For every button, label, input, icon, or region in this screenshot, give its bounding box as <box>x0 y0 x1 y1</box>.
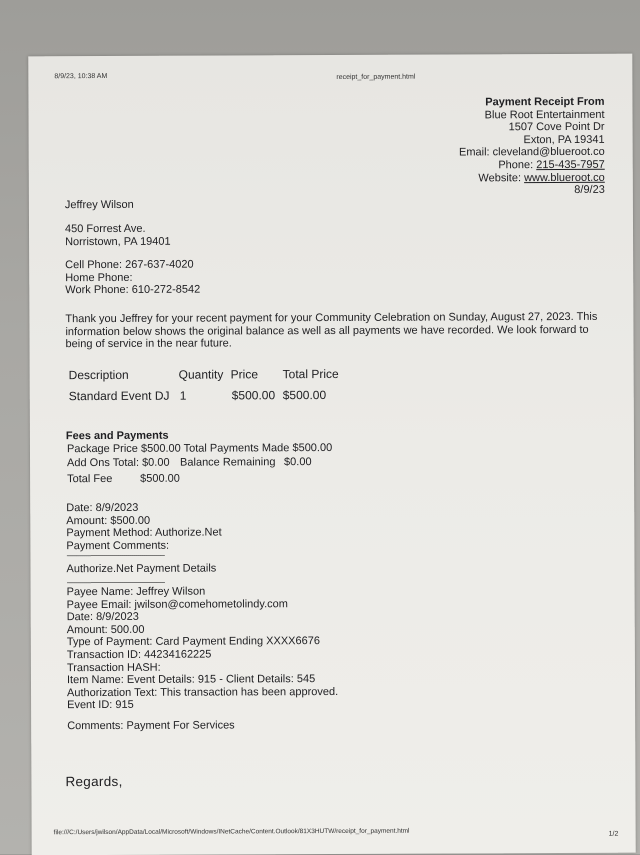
page-number: 1/2 <box>608 830 619 838</box>
fees-row-3 <box>67 472 180 486</box>
payment-method: Payment Method: Authorize.Net <box>66 526 222 540</box>
fees-title: Fees and Payments <box>65 429 169 443</box>
customer-city: Norristown, PA 19401 <box>65 235 171 248</box>
col-total: Total Price <box>282 366 339 382</box>
item-price: $500.00 <box>231 388 276 403</box>
company-phone <box>459 159 605 172</box>
total-fee: $500.00 <box>140 472 180 485</box>
details-amount: Amount: 500.00 <box>66 623 145 636</box>
print-filename: receipt_for_payment.html <box>336 73 416 81</box>
customer-street: 450 Forrest Ave. <box>64 222 146 236</box>
customer-name: Jeffrey Wilson <box>64 198 134 212</box>
col-description: Description <box>68 367 129 383</box>
transaction-id: Transaction ID: 44234162225 <box>66 648 212 662</box>
work-phone: Work Phone: 610-272-8542 <box>65 283 201 297</box>
footer-path: file:///C:/Users/jwilson/AppData/Local/Microsoft/Windows/INetCache/Content.Outlook/81X3HUTW/receipt_for_payment.html <box>53 827 410 837</box>
cell-phone: Cell Phone: 267-637-4020 <box>65 258 194 272</box>
print-datetime: 8/9/23, 10:38 AM <box>54 72 108 81</box>
home-phone: Home Phone: <box>65 271 133 284</box>
phone-link[interactable]: 215-435-7957 <box>536 158 605 172</box>
package-price-label: Package Price <box>66 442 138 456</box>
website-link[interactable]: www.blueroot.co <box>524 171 605 184</box>
company-address2: Exton, PA 19341 <box>523 133 605 146</box>
item-quantity: 1 <box>179 388 187 403</box>
event-id: Event ID: 915 <box>67 699 134 712</box>
separator-2: ------------------------------------------------- <box>66 576 165 588</box>
item-description: Standard Event DJ <box>68 388 170 404</box>
phone-label: Phone: <box>498 159 537 172</box>
fees-row-1 <box>67 442 332 455</box>
fees-row-2 <box>67 456 317 469</box>
company-email: Email: cleveland@blueroot.co <box>458 146 605 159</box>
customer-name-block <box>65 199 134 212</box>
payee-email: Payee Email: jwilson@comehometolindy.com <box>66 597 288 611</box>
addons-total: $0.00 <box>142 456 170 469</box>
receipt-title: Payment Receipt From <box>485 95 605 109</box>
item-total: $500.00 <box>282 388 327 403</box>
transaction-hash: Transaction HASH: <box>66 661 161 674</box>
customer-address <box>65 223 171 249</box>
balance-label: Balance Remaining <box>180 456 276 469</box>
col-price: Price <box>230 367 259 382</box>
payment-type: Type of Payment: Card Payment Ending XXXX6676 <box>66 635 320 649</box>
addons-label: Add Ons Total: <box>67 456 140 470</box>
payment-summary <box>66 501 222 586</box>
payment-amount: Amount: $500.00 <box>66 514 151 527</box>
thank-you-message: Thank you Jeffrey for your recent payment for your Community Celebration on Sunday, August 27, 2023. This information below shows the original balance as well as all payments we have recorded. We look forward to being of service in the near future. <box>65 310 598 351</box>
company-website <box>459 171 605 184</box>
company-header <box>459 96 605 197</box>
package-price: $500.00 <box>140 442 181 455</box>
separator-1: ------------------------------------------------- <box>66 550 165 561</box>
customer-phones <box>65 259 200 297</box>
total-payments: $500.00 <box>292 441 333 455</box>
receipt-page <box>28 54 635 855</box>
regards: Regards, <box>65 773 123 790</box>
receipt-date: 8/9/23 <box>574 183 605 197</box>
details-title: Authorize.Net Payment Details <box>66 562 217 576</box>
payee-name: Payee Name: Jeffrey Wilson <box>66 585 206 599</box>
total-fee-label: Total Fee <box>67 472 113 486</box>
col-quantity: Quantity <box>178 367 224 382</box>
company-address1: 1507 Cove Point Dr <box>508 120 605 134</box>
authorization-text: Authorization Text: This transaction has been approved. <box>67 685 339 699</box>
details-date: Date: 8/9/2023 <box>66 611 139 624</box>
company-name: Blue Root Entertainment <box>484 108 605 121</box>
item-name: Item Name: Event Details: 915 - Client Details: 545 <box>66 673 316 687</box>
comments: Comments: Payment For Services <box>67 719 235 733</box>
total-payments-label: Total Payments Made <box>183 442 290 455</box>
payment-date: Date: 8/9/2023 <box>66 501 139 515</box>
payment-comments: Payment Comments: <box>66 539 170 552</box>
website-label: Website: <box>478 171 525 184</box>
balance-remaining: $0.00 <box>284 456 312 469</box>
payment-details <box>67 585 339 712</box>
